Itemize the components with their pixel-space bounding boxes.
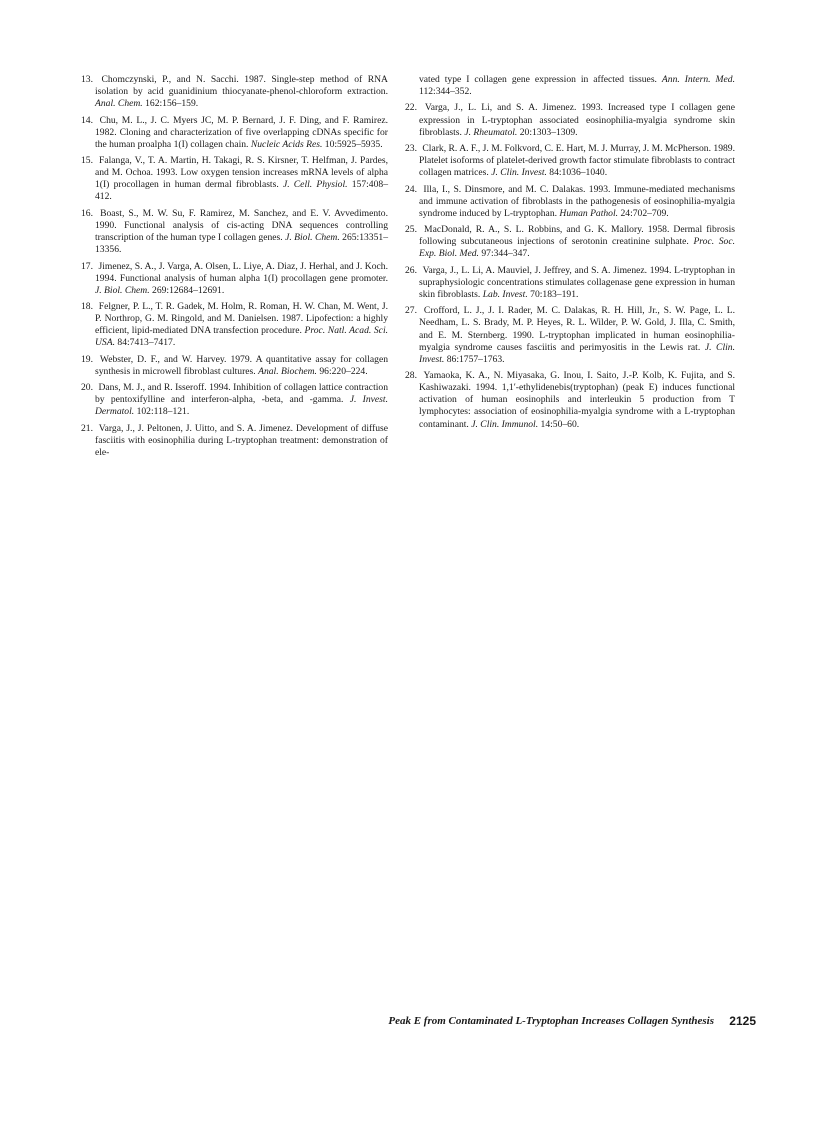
reference-15 — [81, 155, 388, 203]
reference-text: Jimenez, S. A., J. Varga, A. Olsen, L. Liye, A. Diaz, J. Herhal, and J. Koch. 1994. Functional analysis of human alpha 1(I) procollagen gene promoter. — [95, 260, 388, 284]
reference-number: 20. — [81, 382, 93, 394]
reference-text: Chomczynski, P., and N. Sacchi. 1987. Single-step method of RNA isolation by acid guanidinium thiocyanate-phenol-chloroform extraction. — [95, 74, 388, 98]
reference-number: 26. — [405, 264, 417, 276]
reference-journal: Proc. Natl. Acad. Sci. USA. — [95, 325, 389, 349]
reference-text: vated type I collagen gene expression in affected tissues. — [419, 74, 657, 85]
running-title: Peak E from Contaminated L-Tryptophan Increases Collagen Synthesis — [388, 1015, 714, 1027]
reference-volume: 86:1757–1763. — [446, 353, 505, 365]
reference-text: Falanga, V., T. A. Martin, H. Takagi, R. S. Kirsner, T. Helfman, J. Pardes, and M. Ochoa. 1993. Low oxygen tension increases mRNA levels of alpha 1(I) procollagen in human dermal fibroblasts. — [95, 155, 388, 191]
reference-number: 16. — [81, 207, 93, 219]
reference-number: 28. — [405, 370, 417, 382]
reference-journal: J. Clin. Invest. — [491, 167, 547, 179]
reference-19 — [81, 354, 388, 378]
page-number: 2125 — [729, 1014, 756, 1028]
reference-number: 27. — [405, 305, 417, 317]
reference-text: Dans, M. J., and R. Isseroff. 1994. Inhibition of collagen lattice contraction by pentoxifylline and interferon-alpha, -beta, and -gamma. — [95, 382, 388, 406]
reference-number: 17. — [81, 260, 93, 272]
reference-volume: 162:156–159. — [145, 98, 199, 110]
reference-volume: 10:5925–5935. — [324, 138, 383, 150]
reference-number: 21. — [81, 422, 93, 434]
reference-text: Clark, R. A. F., J. M. Folkvord, C. E. Hart, M. J. Murray, J. M. McPherson. 1989. Platelet isoforms of platelet-derived growth factor stimulate fibroblasts to contract collagen matrices. — [419, 143, 735, 179]
reference-text: Varga, J., L. Li, A. Mauviel, J. Jeffrey, and S. A. Jimenez. 1994. L-tryptophan in supraphysiologic concentrations stimulates collagenase gene expression in human skin fibroblasts. — [419, 264, 735, 300]
reference-13 — [81, 74, 388, 110]
reference-text: Chu, M. L., J. C. Myers JC, M. P. Bernard, J. F. Ding, and F. Ramirez. 1982. Cloning and characterization of five overlapping cDNAs specific for the human proalpha 1(I) collagen chain. — [95, 114, 388, 150]
reference-number: 22. — [405, 102, 417, 114]
reference-text: Varga, J., L. Li, and S. A. Jimenez. 1993. Increased type I collagen gene expression in L-tryptophan associated eosinophilia-myalgia syndrome skin fibroblasts. — [419, 102, 735, 138]
reference-text: Boast, S., M. W. Su, F. Ramirez, M. Sanchez, and E. V. Avvedimento. 1990. Functional analysis of cis-acting DNA sequences controlling transcription of the human type I collagen genes. — [95, 207, 388, 244]
reference-volume: 265:13351–13356. — [95, 232, 388, 256]
reference-28 — [405, 370, 735, 430]
reference-number: 18. — [81, 301, 93, 313]
reference-volume: 269:12684–12691. — [152, 284, 225, 296]
reference-volume: 84:1036–1040. — [549, 167, 608, 179]
reference-text: Varga, J., J. Peltonen, J. Uitto, and S. A. Jimenez. Development of diffuse fasciitis with eosinophilia during L-tryptophan treatment: demonstration of ele- — [95, 422, 388, 458]
reference-text: Webster, D. F., and W. Harvey. 1979. A quantitative assay for collagen synthesis in microwell fibroblast cultures. — [95, 353, 389, 377]
reference-text: Crofford, L. J., J. I. Rader, M. C. Dalakas, R. H. Hill, Jr., S. W. Page, L. L. Needham, L. S. Brady, M. P. Heyes, R. L. Wilder, P. W. Gold, J. Illa, C. Smith, and E. M. Sternberg. 1990. L-tryptophan implicated in human eosinophilia-myalgia syndrome causes fasciitis and perimyositis in the Lewis rat. — [419, 305, 735, 353]
reference-text: Yamaoka, K. A., N. Miyasaka, G. Inou, I. Saito, J.-P. Kolb, K. Fujita, and S. Kashiwazaki. 1994. 1,1′-ethylidenebis(tryptophan) (peak E) induces functional activation of human eosinophils and interleukin 5 production from T lymphocytes: association of eosinophilia-myalgia syndrome with a L-tryptophan contaminant. — [419, 370, 735, 430]
reference-journal: Lab. Invest. — [482, 288, 528, 300]
reference-14 — [81, 115, 388, 151]
reference-26 — [405, 265, 735, 301]
reference-volume: 102:118–121. — [136, 406, 190, 418]
reference-number: 23. — [405, 143, 417, 155]
reference-volume: 24:702–709. — [620, 207, 669, 219]
reference-volume: 97:344–347. — [481, 248, 530, 260]
reference-journal: Anal. Chem. — [95, 98, 143, 110]
reference-number: 14. — [81, 114, 93, 126]
reference-volume: 70:183–191. — [530, 288, 579, 300]
page-footer — [0, 1015, 816, 1035]
reference-21-continued — [405, 74, 735, 98]
reference-text: Illa, I., S. Dinsmore, and M. C. Dalakas. 1993. Immune-mediated mechanisms and immune activation of fibroblasts in the pathogenesis of eosinophilia-myalgia syndrome induced by L-tryptophan. — [419, 183, 735, 219]
reference-journal: J. Cell. Physiol. — [282, 179, 348, 191]
reference-journal: J. Biol. Chem. — [285, 232, 340, 244]
reference-journal: Ann. Intern. Med. — [661, 74, 735, 85]
reference-journal: J. Rheumatol. — [464, 126, 518, 138]
references-column-left — [81, 74, 388, 463]
reference-journal: Human Pathol. — [559, 207, 619, 219]
reference-24 — [405, 184, 735, 220]
reference-16 — [81, 208, 388, 256]
reference-17 — [81, 261, 388, 297]
reference-volume: 157:408–412. — [95, 179, 388, 203]
reference-text: MacDonald, R. A., S. L. Robbins, and G. K. Mallory. 1958. Dermal fibrosis following subcutaneous injections of serotonin creatinine sulphate. — [419, 224, 735, 248]
reference-number: 15. — [81, 155, 93, 167]
reference-journal: J. Biol. Chem. — [95, 284, 150, 296]
reference-volume: 84:7413–7417. — [117, 337, 176, 349]
reference-number: 25. — [405, 224, 417, 236]
reference-text: Felgner, P. L., T. R. Gadek, M. Holm, R. Roman, H. W. Chan, M. Went, J. P. Northrop, G. M. Ringold, and M. Danielsen. 1987. Lipofection: a highly efficient, lipid-mediated DNA transfection procedure. — [95, 301, 388, 337]
reference-volume: 20:1303–1309. — [519, 126, 578, 138]
reference-volume: 96:220–224. — [319, 365, 368, 377]
reference-18 — [81, 301, 388, 349]
reference-volume: 112:344–352. — [419, 86, 472, 98]
reference-number: 13. — [81, 74, 93, 85]
reference-22 — [405, 102, 735, 138]
reference-volume: 14:50–60. — [540, 418, 580, 430]
reference-25 — [405, 224, 735, 260]
reference-20 — [81, 382, 388, 418]
reference-23 — [405, 143, 735, 179]
references-column-right — [405, 74, 735, 435]
reference-journal: J. Clin. Invest. — [419, 341, 735, 365]
reference-journal: Nucleic Acids Res. — [250, 138, 323, 150]
reference-journal: Proc. Soc. Exp. Biol. Med. — [419, 236, 735, 260]
reference-number: 19. — [81, 353, 93, 365]
reference-number: 24. — [405, 183, 417, 195]
reference-21 — [81, 423, 388, 459]
reference-27 — [405, 305, 735, 365]
reference-journal: J. Clin. Immunol. — [471, 418, 539, 430]
reference-journal: J. Invest. Dermatol. — [95, 394, 388, 418]
reference-journal: Anal. Biochem. — [258, 365, 317, 377]
